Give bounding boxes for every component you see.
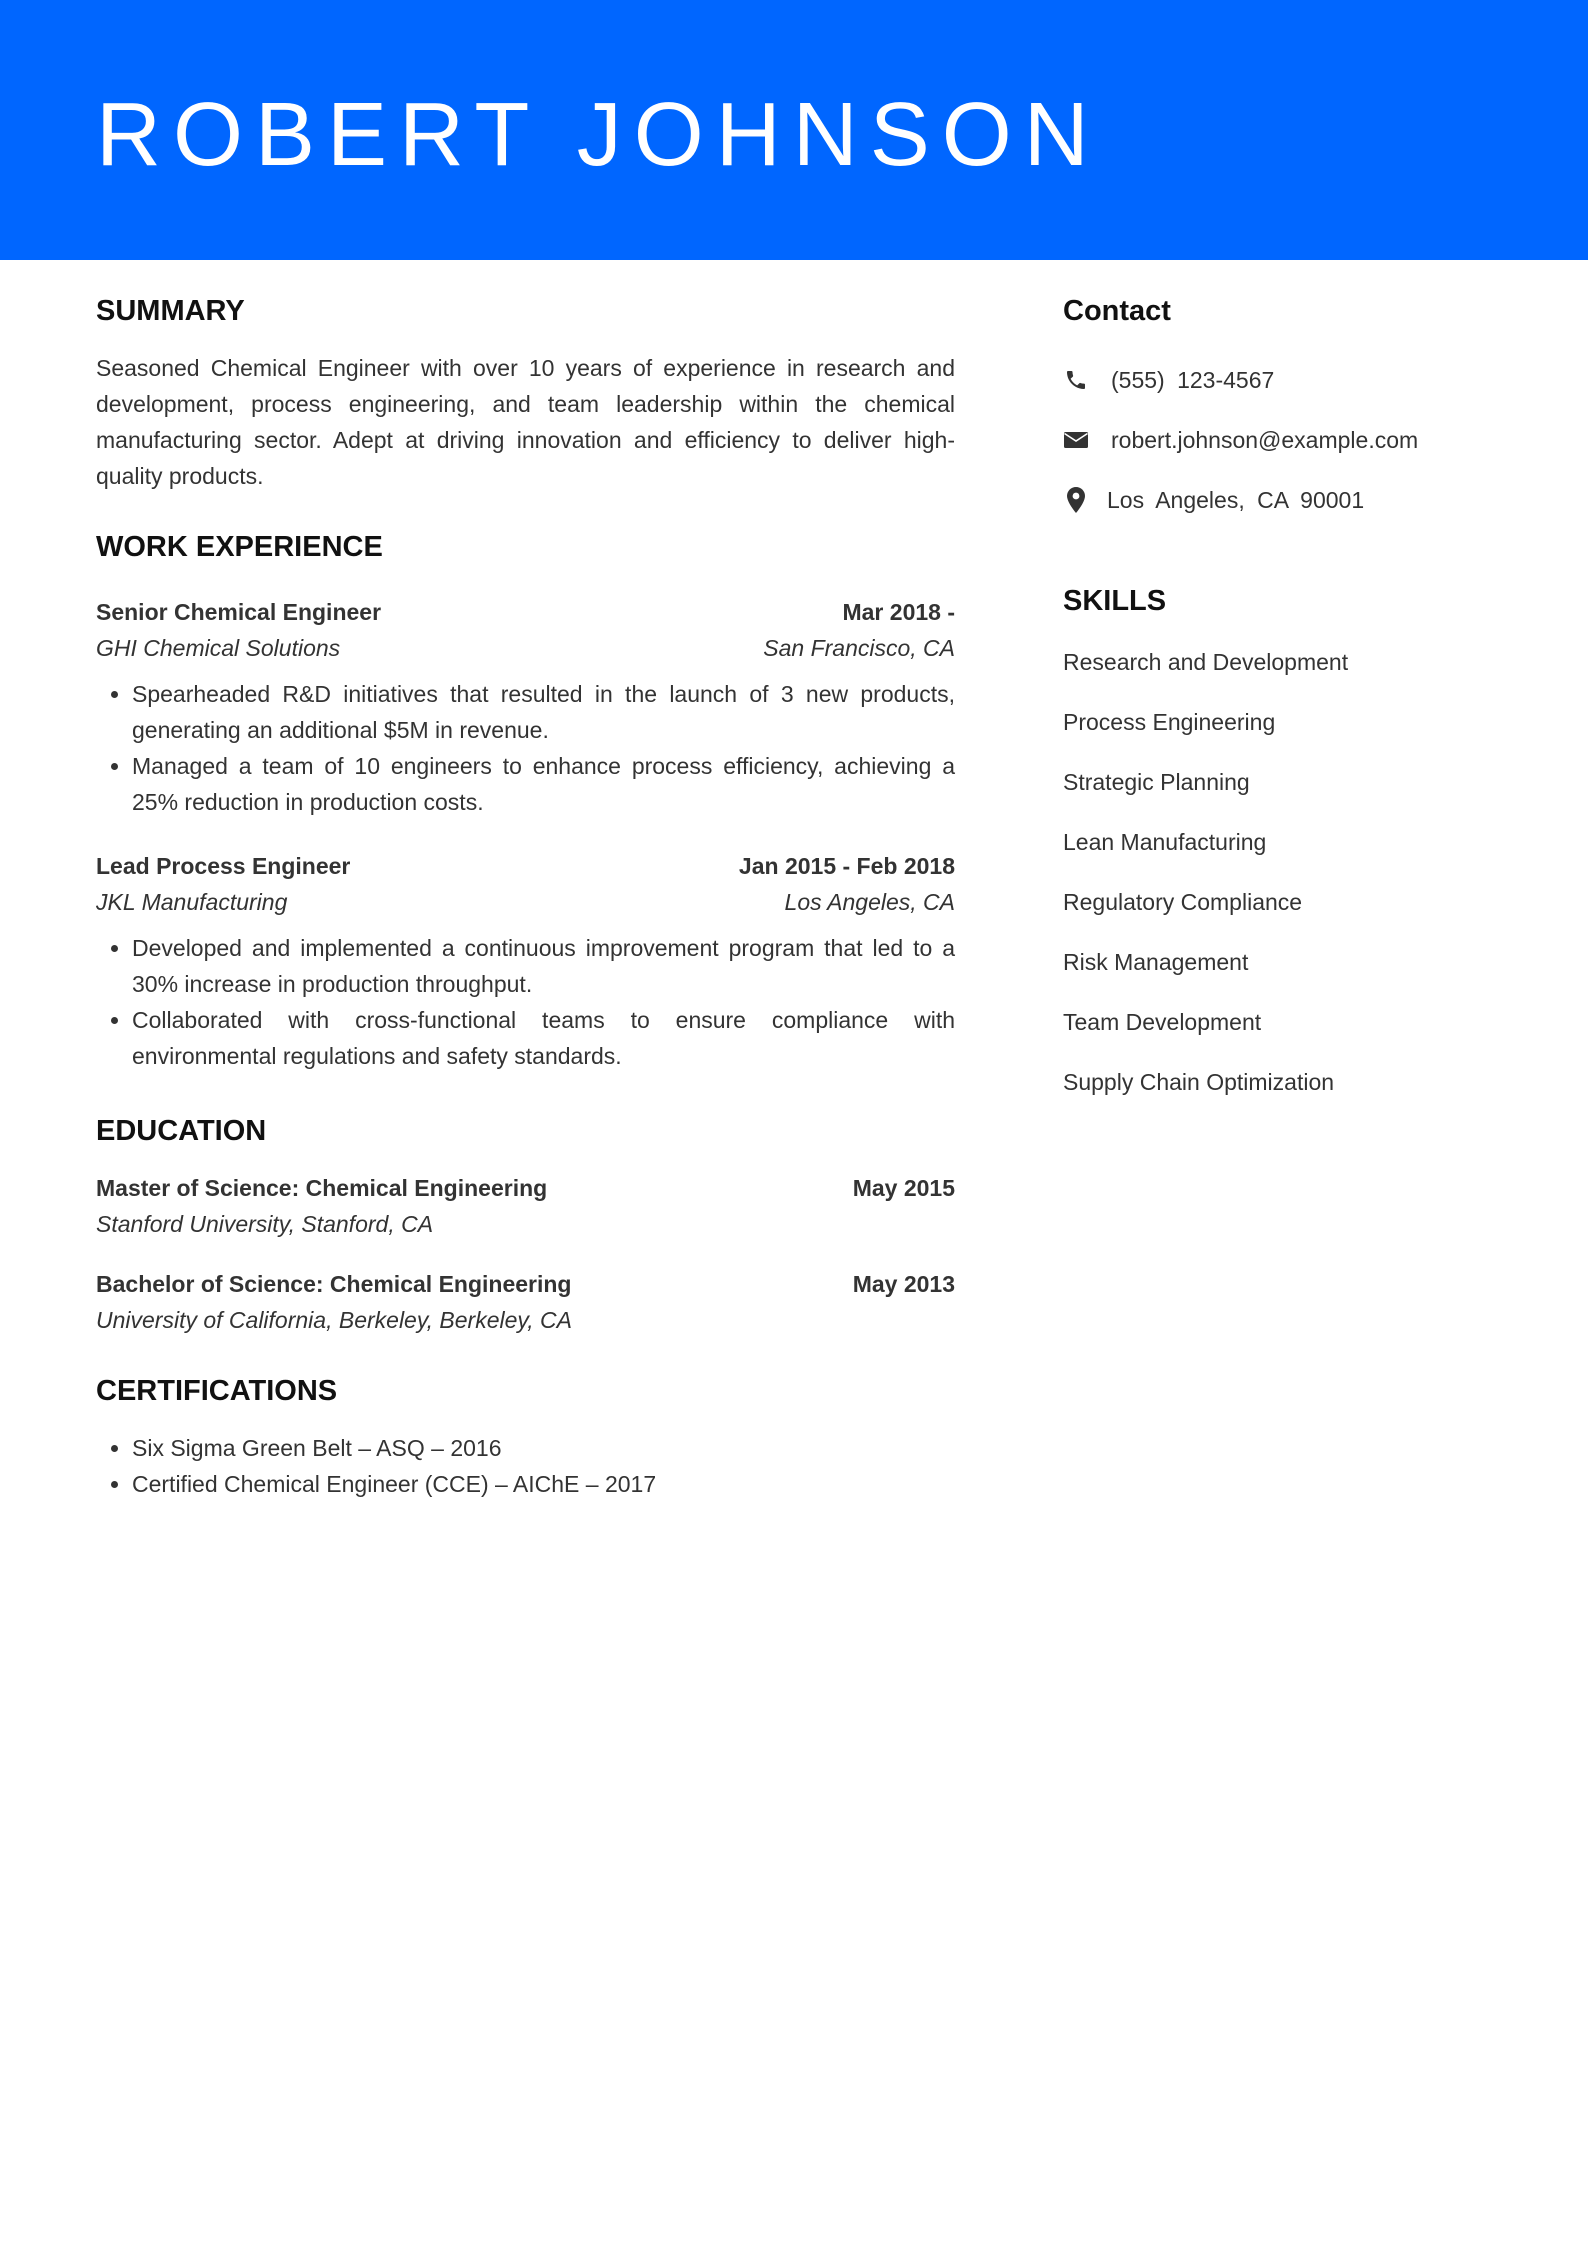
header-banner [0,0,1588,260]
job-bullet: • Managed a team of 10 engineers to enhance process efficiency, achieving a 25% reduction in production costs. [132,748,955,820]
job-location: San Francisco, CA [763,635,955,661]
skill-item: Supply Chain Optimization [1063,1069,1335,1095]
job-title: Senior Chemical Engineer [96,599,382,625]
certifications-section [96,1370,955,1502]
contact-phone [1063,362,1523,398]
degree: Bachelor of Science: Chemical Engineering [96,1271,572,1297]
skill-item: Team Development [1063,1009,1262,1035]
main-column [96,290,955,1502]
job-dates: Jan 2015 - Feb 2018 [738,853,955,879]
certifications-heading: CERTIFICATIONS [96,1375,338,1407]
location-text: Los Angeles, CA 90001 [1107,487,1365,513]
education-entry [96,1170,955,1242]
job-location: Los Angeles, CA [784,889,955,915]
contact-heading: Contact [1063,295,1171,327]
education-entry [96,1266,955,1338]
contact-email [1063,422,1523,458]
job-title: Lead Process Engineer [96,853,351,879]
certification-item: • Certified Chemical Engineer (CCE) – AIChE – 2017 [132,1466,955,1502]
work-experience-section [96,526,955,1074]
job-bullet: • Developed and implemented a continuous improvement program that led to a 30% increase in production throughput. [132,930,955,1002]
summary-section [96,290,955,494]
certifications-list [96,1430,955,1502]
job-dates: Mar 2018 - [842,599,955,625]
work-experience-heading: WORK EXPERIENCE [96,531,383,563]
phone-number: (555) 123-4567 [1111,367,1275,393]
email-address: robert.johnson@example.com [1111,427,1419,453]
skill-item: Regulatory Compliance [1063,889,1303,915]
skill-item: Risk Management [1063,949,1249,975]
certification-item: • Six Sigma Green Belt – ASQ – 2016 [132,1430,955,1466]
contact-location [1063,482,1523,518]
summary-heading: SUMMARY [96,295,245,327]
degree: Master of Science: Chemical Engineering [96,1175,548,1201]
job-entry [96,594,955,820]
school: Stanford University, Stanford, CA [96,1211,434,1237]
skill-item: Lean Manufacturing [1063,829,1267,855]
contact-section [1063,290,1523,518]
skill-item: Research and Development [1063,649,1349,675]
job-company: JKL Manufacturing [96,889,288,915]
job-entry [96,848,955,1074]
job-bullet: • Spearheaded R&D initiatives that resulted in the launch of 3 new products, generating an additional $5M in revenue. [132,676,955,748]
envelope-icon [1063,427,1089,453]
skill-item: Process Engineering [1063,709,1276,735]
sidebar-column [1063,290,1523,1100]
job-bullets [96,676,955,820]
summary-text: Seasoned Chemical Engineer with over 10 years of experience in research and development, process engineering, and team leadership within the chemical manufacturing sector. Adept at driving innovation and efficiency to deliver high-quality products. [96,355,955,489]
skill-item: Strategic Planning [1063,769,1250,795]
graduation-date: May 2013 [852,1271,955,1297]
phone-icon [1063,367,1089,393]
education-section [96,1110,955,1338]
skills-section [1063,580,1523,1100]
candidate-name: ROBERT JOHNSON [96,85,1101,185]
job-bullets [96,930,955,1074]
graduation-date: May 2015 [852,1175,955,1201]
skills-heading: SKILLS [1063,585,1167,617]
job-bullet: • Collaborated with cross-functional teams to ensure compliance with environmental regulations and safety standards. [132,1002,955,1074]
education-heading: EDUCATION [96,1115,267,1147]
school: University of California, Berkeley, Berkeley, CA [96,1307,572,1333]
map-marker-icon [1063,487,1089,513]
job-company: GHI Chemical Solutions [96,635,341,661]
